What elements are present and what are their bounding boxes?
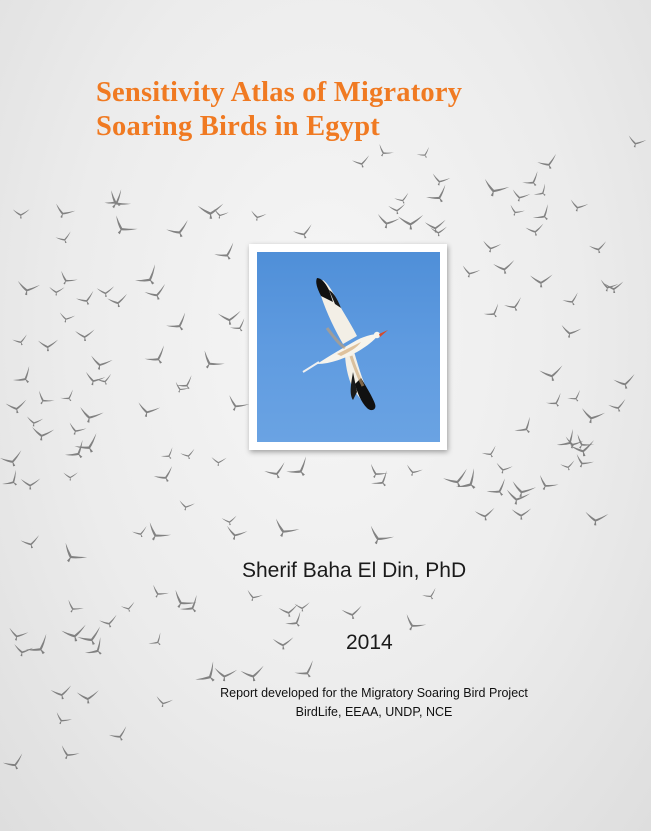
flying-bird-icon	[278, 604, 298, 617]
flying-bird-icon	[559, 323, 582, 340]
flying-bird-icon	[210, 456, 226, 467]
flying-bird-icon	[120, 602, 136, 613]
flying-bird-icon	[481, 239, 502, 255]
flying-bird-icon	[15, 279, 40, 298]
flying-bird-icon	[148, 632, 167, 649]
flying-bird-icon	[30, 425, 54, 443]
flying-bird-icon	[388, 204, 405, 215]
flying-bird-icon	[481, 446, 499, 461]
flying-bird-icon	[568, 198, 589, 214]
flying-bird-icon	[507, 203, 525, 218]
flying-bird-icon	[480, 176, 510, 200]
flying-bird-icon	[394, 193, 411, 206]
flying-bird-icon	[97, 286, 115, 297]
flying-bird-icon	[144, 284, 169, 303]
flying-bird-icon	[6, 626, 28, 643]
publication-year: 2014	[346, 631, 393, 654]
flying-bird-icon	[48, 285, 64, 296]
flying-bird-icon	[180, 449, 196, 461]
flying-bird-icon	[165, 312, 192, 335]
flying-bird-icon	[77, 690, 99, 703]
flying-bird-icon	[513, 417, 537, 439]
flying-bird-icon	[285, 456, 314, 482]
flying-bird-icon	[63, 471, 78, 481]
title-line-1: Sensitivity Atlas of Migratory	[96, 77, 463, 108]
flying-bird-icon	[148, 583, 169, 601]
flying-bird-icon	[168, 588, 196, 614]
flying-bird-icon	[57, 744, 80, 764]
flying-bird-icon	[567, 390, 584, 405]
flying-bird-icon	[50, 685, 72, 700]
flying-bird-icon	[177, 499, 195, 513]
flying-bird-icon	[375, 143, 395, 161]
flying-bird-icon	[626, 134, 647, 150]
flying-bird-icon	[430, 172, 451, 188]
flying-bird-icon	[108, 726, 130, 744]
flying-bird-icon	[229, 318, 249, 335]
flying-bird-icon	[270, 516, 300, 542]
flying-bird-icon	[485, 478, 511, 500]
flying-bird-icon	[244, 588, 263, 603]
flying-bird-icon	[212, 665, 237, 683]
flying-bird-icon	[1, 470, 24, 492]
flying-bird-icon	[493, 260, 515, 275]
flying-bird-icon	[442, 469, 471, 491]
flying-bird-icon	[132, 526, 149, 539]
flying-bird-icon	[521, 171, 543, 191]
flying-bird-icon	[218, 311, 241, 325]
flying-bird-icon	[560, 460, 576, 471]
flying-bird-icon	[525, 224, 544, 237]
flying-bird-icon	[103, 189, 128, 211]
flying-bird-icon	[608, 399, 628, 414]
flying-bird-icon	[284, 611, 306, 631]
flying-bird-icon	[293, 660, 319, 682]
flying-bird-icon	[166, 220, 193, 241]
flying-bird-icon	[107, 294, 129, 308]
flying-bird-icon	[249, 209, 267, 223]
flying-bird-icon	[240, 666, 265, 683]
flying-bird-icon	[99, 615, 119, 629]
flying-bird-icon	[539, 365, 564, 382]
flying-bird-icon	[82, 370, 105, 388]
flying-bird-icon	[12, 366, 37, 389]
flying-bird-icon	[292, 224, 314, 241]
flying-bird-icon	[108, 213, 137, 240]
flying-bird-icon	[52, 202, 76, 222]
flying-bird-icon	[562, 292, 582, 308]
flying-bird-icon	[57, 311, 75, 325]
flying-bird-icon	[460, 264, 481, 280]
flying-bird-icon	[404, 463, 423, 478]
flying-bird-icon	[534, 473, 558, 495]
flying-bird-icon	[143, 520, 172, 546]
flying-bird-icon	[61, 625, 88, 643]
flying-bird-icon	[375, 212, 400, 231]
flying-bird-icon	[66, 421, 87, 438]
flying-bird-icon	[364, 524, 394, 550]
flying-bird-icon	[425, 185, 452, 208]
flying-bird-icon	[52, 711, 72, 728]
flying-bird-icon	[273, 637, 294, 650]
flying-bird-icon	[179, 595, 204, 618]
flying-bird-icon	[55, 231, 73, 245]
flying-bird-icon	[223, 524, 247, 543]
flying-bird-icon	[583, 509, 608, 527]
report-credits	[188, 684, 560, 722]
flying-bird-icon	[12, 208, 30, 220]
flying-bird-icon	[589, 241, 608, 254]
report-partners-line: BirdLife, EEAA, UNDP, NCE	[295, 705, 453, 719]
flying-bird-icon	[34, 389, 55, 409]
flying-bird-icon	[197, 349, 225, 375]
flying-bird-icon	[224, 393, 249, 415]
flying-bird-icon	[537, 154, 560, 172]
flying-bird-icon	[24, 634, 54, 661]
flying-bird-icon	[264, 462, 289, 481]
flying-bird-icon	[2, 753, 27, 772]
flying-bird-icon	[75, 291, 96, 308]
flying-bird-icon	[398, 214, 424, 230]
flying-bird-icon	[58, 541, 88, 569]
flying-bird-icon	[545, 393, 565, 411]
flying-bird-icon	[213, 243, 239, 265]
flying-bird-icon	[176, 375, 197, 393]
flying-bird-icon	[56, 269, 78, 289]
flying-bird-icon	[0, 450, 25, 469]
flying-bird-icon	[64, 598, 84, 616]
flying-bird-icon	[572, 452, 594, 471]
flying-bird-icon	[416, 147, 432, 161]
flying-bird-icon	[64, 440, 91, 464]
flying-bird-icon	[503, 297, 524, 314]
flying-bird-icon	[533, 183, 551, 200]
stork-photo	[257, 252, 440, 442]
flying-bird-icon	[153, 466, 177, 486]
flying-bird-icon	[84, 637, 109, 661]
flying-bird-icon	[613, 374, 637, 390]
flying-bird-icon	[510, 188, 531, 204]
flying-bird-icons	[0, 134, 646, 773]
report-project-line: Report developed for the Migratory Soaring Bird Project	[220, 686, 528, 700]
document-title	[96, 76, 616, 144]
flying-bird-icon	[400, 612, 426, 635]
author-name: Sherif Baha El Din, PhD	[242, 559, 467, 582]
white-stork-icon	[257, 252, 440, 442]
flying-bird-icon	[20, 535, 41, 550]
flying-bird-icon	[20, 477, 40, 490]
flying-bird-icon	[172, 381, 189, 396]
flying-bird-icon	[154, 695, 173, 710]
flying-bird-icon	[37, 339, 58, 352]
flying-bird-icon	[483, 304, 504, 322]
flying-bird-icon	[135, 400, 160, 420]
flying-bird-icon	[341, 606, 363, 620]
flying-bird-icon	[134, 264, 164, 291]
flying-bird-icon	[60, 390, 77, 405]
flying-bird-icon	[511, 507, 531, 520]
flying-bird-icon	[529, 273, 552, 288]
flying-bird-icon	[12, 642, 34, 658]
title-line-2: Soaring Birds in Egypt	[96, 111, 380, 142]
flying-bird-icon	[475, 508, 496, 521]
flying-bird-icon	[5, 400, 27, 414]
cover-photo-frame	[249, 244, 447, 450]
flying-bird-icon	[76, 405, 103, 426]
flying-bird-icon	[295, 602, 310, 611]
flying-bird-icon	[212, 207, 229, 220]
flying-bird-icon	[88, 354, 113, 373]
flying-bird-icon	[75, 329, 95, 341]
flying-bird-icon	[570, 440, 596, 458]
flying-bird-icon	[352, 155, 372, 169]
flying-bird-icon	[143, 345, 170, 369]
flying-bird-icon	[454, 468, 484, 496]
flying-bird-icon	[222, 516, 238, 526]
flying-bird-icon	[494, 461, 513, 475]
flying-bird-icon	[25, 415, 43, 428]
flying-bird-icon	[422, 588, 440, 602]
flying-bird-icon	[12, 334, 29, 347]
flying-bird-icon	[160, 447, 177, 462]
flying-bird-icon	[579, 406, 605, 426]
flying-bird-icon	[532, 204, 555, 225]
